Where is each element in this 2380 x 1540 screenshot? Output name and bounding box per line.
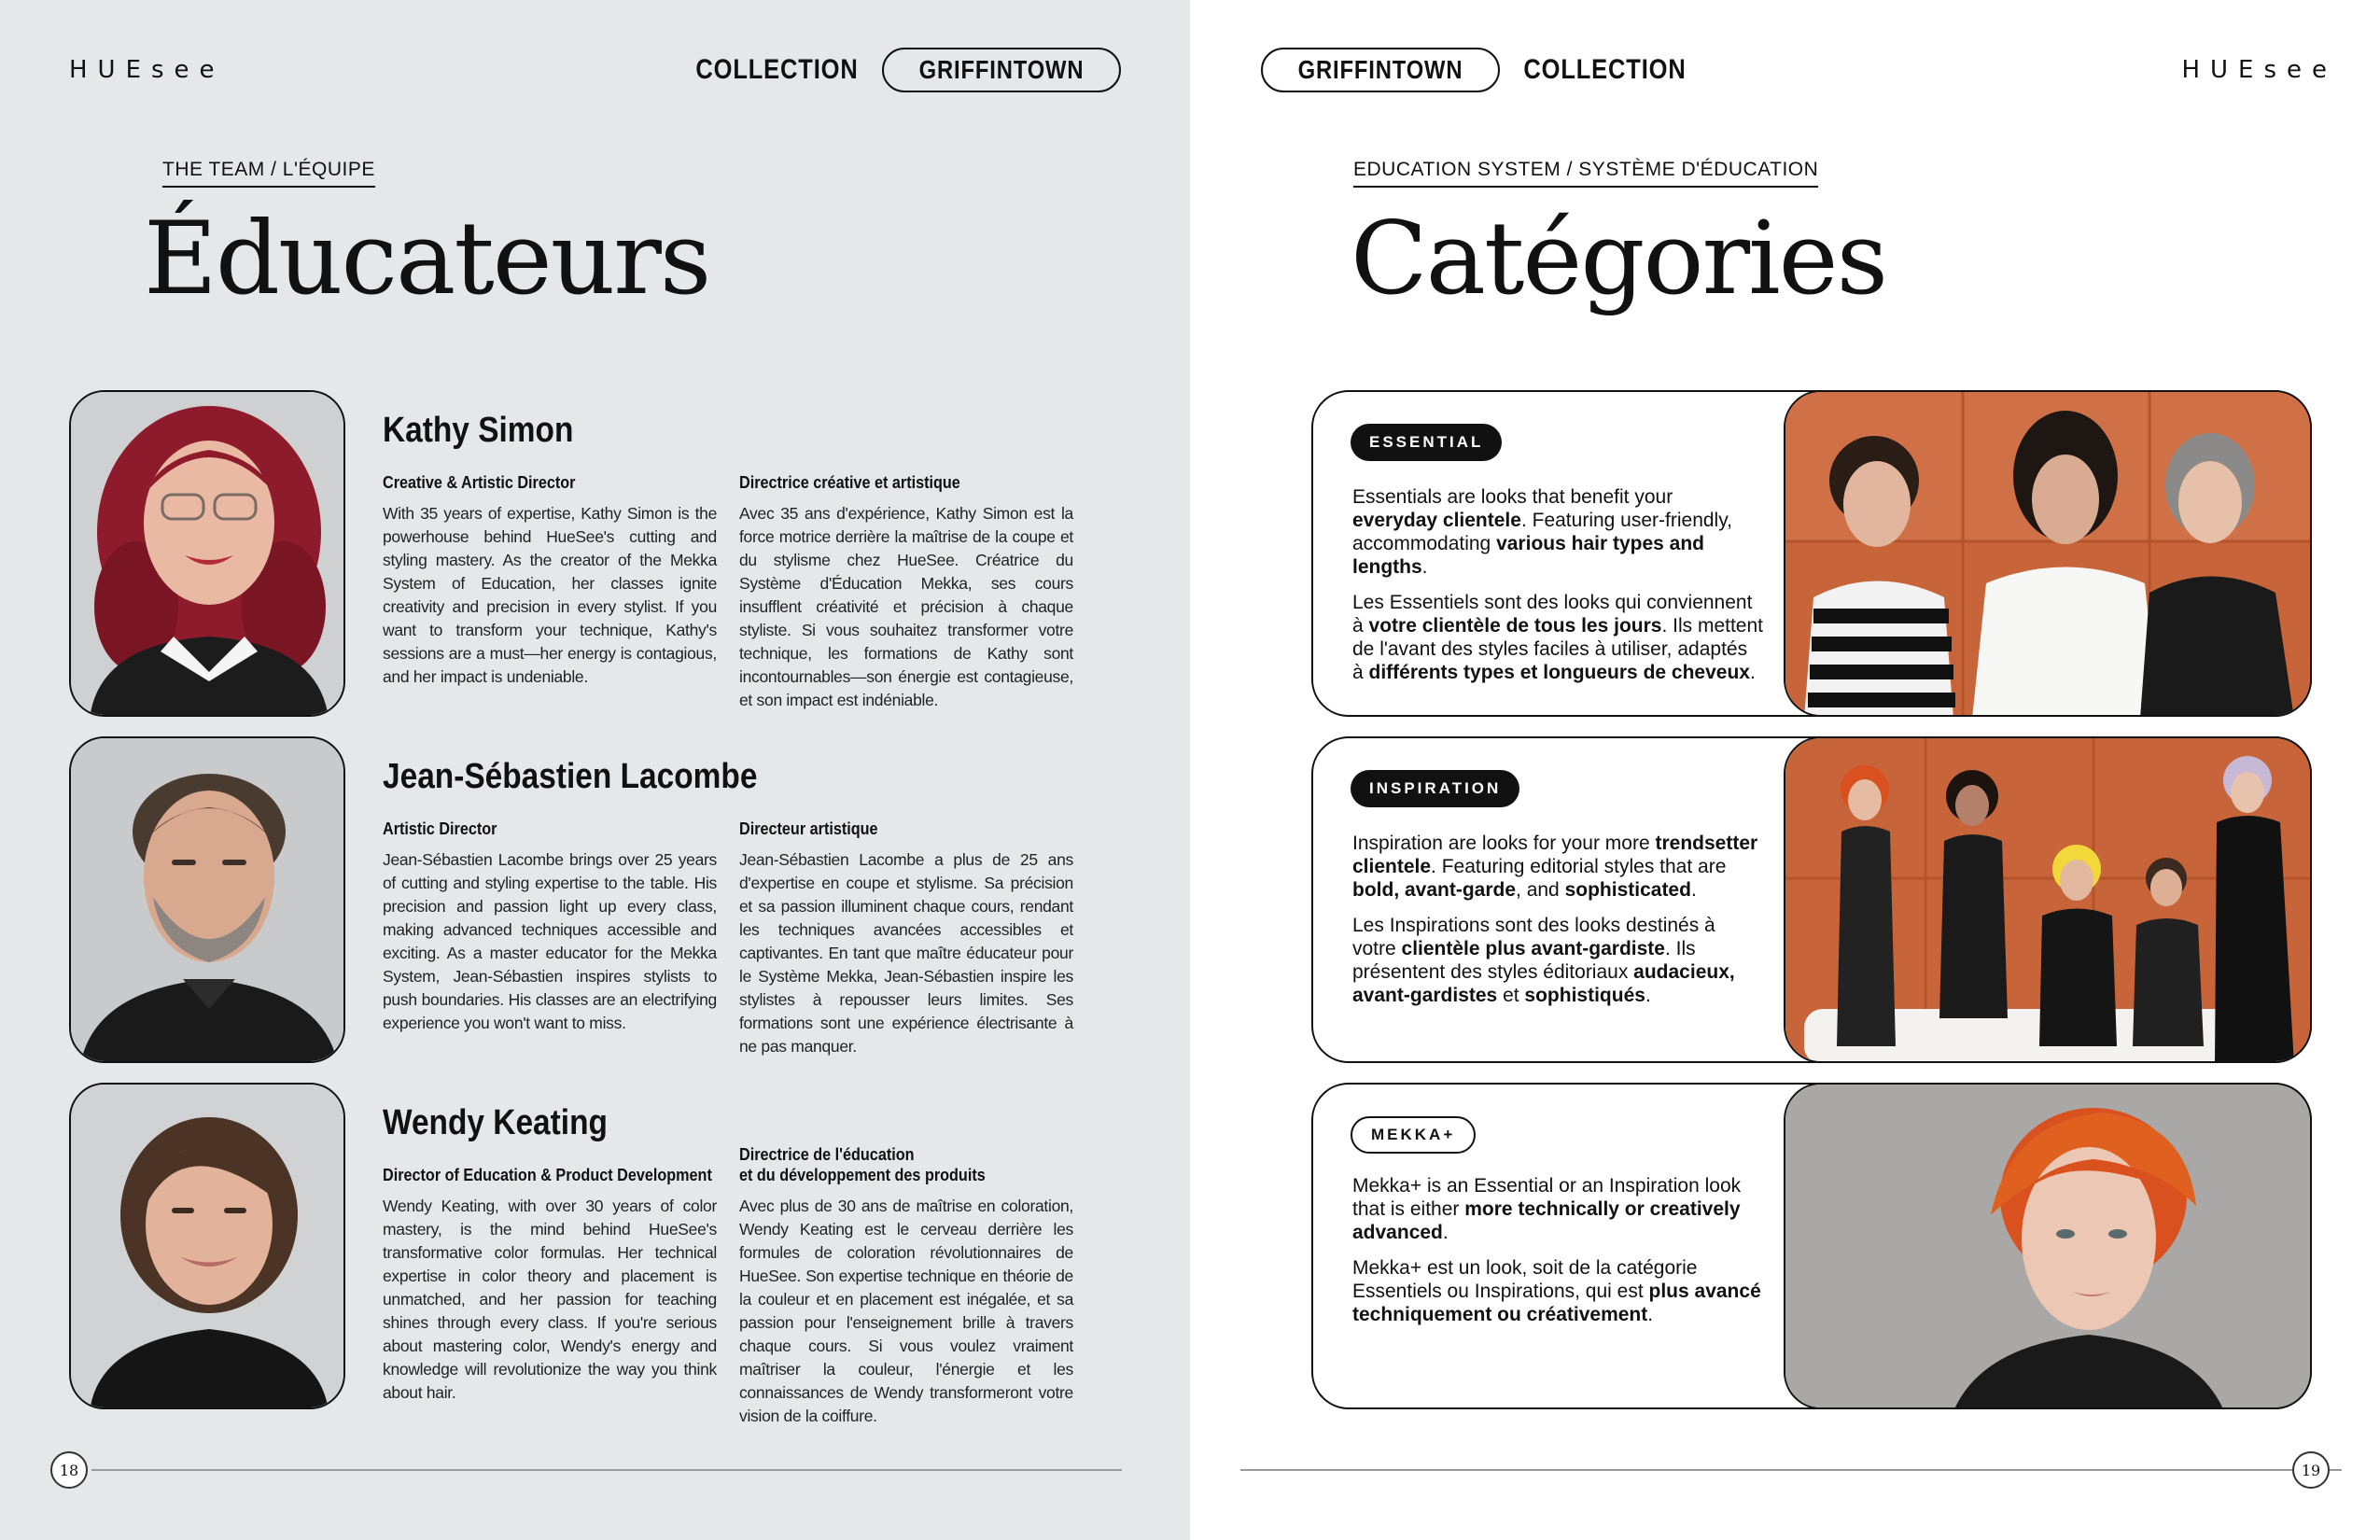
essential-models-image	[1785, 392, 2312, 717]
educator-bio-en: Wendy Keating, with over 30 years of color mastery, is the mind behind HueSee's transformative color formulas. Her technical expertise in color theory and placement is unmatched, and her passion for teaching shines through every class. If you're serious about mastering color, Wendy's energy and knowledge will revolutionize the way you think about hair.	[383, 1197, 717, 1402]
mekka-plus-model-image	[1785, 1085, 2312, 1409]
category-photo	[1784, 736, 2312, 1063]
educator-role-fr-line1: Directrice de l'éducation	[739, 1145, 915, 1164]
page-title: Éducateurs	[144, 201, 710, 317]
category-card-mekka-plus	[1311, 1083, 2312, 1409]
educator-role-en: Creative & Artistic Director	[383, 473, 576, 492]
collection-word: COLLECTION	[1523, 54, 1687, 85]
category-text-fr: Mekka+ est un look, soit de la catégorie Essentiels ou Inspirations, qui est plus avancé techniquement ou créativement.	[1352, 1257, 1761, 1325]
educator-col-en	[383, 472, 717, 689]
educator-role-en: Director of Education & Product Development	[383, 1166, 712, 1184]
educator-bio-fr: Avec plus de 30 ans de maîtrise en coloration, Wendy Keating est le cerveau derrière les formules de coloration révolutionnaires de HueSee. Son expertise technique en théorie de la couleur et en placement est inégalée, et sa passion pour l'enseignement brille à travers chaque cours. Si vous voulez vraiment maîtriser la couleur, l'énergie et les connaissances de Wendy transformeront votre vision de la coiffure.	[739, 1197, 1073, 1425]
educator-portrait	[69, 390, 345, 717]
category-card-essential	[1311, 390, 2312, 717]
category-badge: ESSENTIAL	[1351, 424, 1502, 461]
educator-name: Wendy Keating	[383, 1103, 608, 1142]
collection-word: COLLECTION	[695, 54, 859, 85]
section-label: EDUCATION SYSTEM / SYSTÈME D'ÉDUCATION	[1353, 159, 1818, 188]
collection-name-pill	[1261, 48, 1500, 92]
collection-header	[1261, 48, 1701, 92]
jean-sebastien-portrait-image	[71, 738, 345, 1063]
category-text-fr: Les Essentiels sont des looks qui conviennent à votre clientèle de tous les jours. Ils mettent de l'avant des styles faciles à utiliser, adaptés à différents types et longueurs de cheveux.	[1352, 592, 1763, 683]
section-label: THE TEAM / L'ÉQUIPE	[162, 159, 375, 188]
category-text-en: Inspiration are looks for your more trendsetter clientele. Featuring editorial styles that are bold, avant-garde, and sophisticated.	[1352, 833, 1758, 901]
educator-role-fr: Directeur artistique	[739, 819, 878, 838]
footer-rule	[1240, 1469, 2342, 1471]
category-badge: MEKKA+	[1351, 1116, 1476, 1154]
collection-name: GRIFFINTOWN	[918, 55, 1085, 84]
category-description	[1352, 832, 1763, 1007]
educator-col-fr	[739, 472, 1073, 712]
educator-role-fr-line2: et du développement des produits	[739, 1166, 986, 1184]
educator-role-en: Artistic Director	[383, 819, 497, 838]
page-title: Catégories	[1351, 201, 1886, 317]
category-text-fr: Les Inspirations sont des looks destinés à votre clientèle plus avant-gardiste. Ils présentent des styles éditoriaux audacieux, avant-gardistes et sophistiqués.	[1352, 915, 1735, 1006]
educator-bio-en: With 35 years of expertise, Kathy Simon is the powerhouse behind HueSee's cutting and styling mastery. As the creator of the Mekka System of Education, her classes ignite creativity and precision in every stylist. If you want to transform your technique, Kathy's sessions are a must—her energy is contagious, and her impact is undeniable.	[383, 504, 717, 686]
educator-role-fr: Directrice créative et artistique	[739, 473, 960, 492]
educator-bio-fr: Jean-Sébastien Lacombe a plus de 25 ans d'expertise en coupe et stylisme. Sa précision et sa passion illuminent chaque cours, rendant les techniques avancées accessibles et captivantes. En tant que maître éducateur pour le Système Mekka, Jean-Sébastien inspire les stylistes à repousser leurs limites. Ses formations sont une expérience électrisante à ne pas manquer.	[739, 850, 1073, 1056]
category-card-inspiration	[1311, 736, 2312, 1063]
brand-logo: HUEsee	[69, 56, 225, 84]
educator-col-fr	[739, 819, 1073, 1058]
collection-name: GRIFFINTOWN	[1297, 55, 1463, 84]
category-description	[1352, 1174, 1763, 1326]
educator-bio-en: Jean-Sébastien Lacombe brings over 25 years of cutting and styling expertise to the table. His precision and passion light up every class, making advanced techniques accessible and exciting. As a master educator for the Mekka System, Jean-Sébastien inspires stylists to push boundaries. His classes are an electrifying experience you won't want to miss.	[383, 850, 717, 1032]
footer-rule	[91, 1469, 1122, 1471]
page-number: 18	[50, 1451, 88, 1489]
brand-logo: HUEsee	[2181, 56, 2337, 84]
category-badge: INSPIRATION	[1351, 770, 1519, 807]
educator-col-en	[383, 1165, 717, 1405]
educator-card-wendy	[69, 1083, 1124, 1425]
kathy-portrait-image	[71, 392, 345, 717]
educator-name: Jean-Sébastien Lacombe	[383, 757, 758, 796]
inspiration-models-image	[1785, 738, 2312, 1063]
wendy-portrait-image	[71, 1085, 345, 1409]
page-number: 19	[2292, 1451, 2330, 1489]
collection-header	[681, 48, 1121, 92]
educator-portrait	[69, 736, 345, 1063]
educator-col-en	[383, 819, 717, 1035]
category-description	[1352, 485, 1763, 684]
category-photo	[1784, 390, 2312, 717]
educator-card-jean-sebastien	[69, 736, 1124, 1063]
educator-bio-fr: Avec 35 ans d'expérience, Kathy Simon est la force motrice derrière la maîtrise de la coupe et du stylisme chez HueSee. Créatrice du Système d'Éducation Mekka, ses cours insufflent créativité et précision à chaque styliste. Si vous souhaitez transformer votre technique, les formations de Kathy sont incontournables—son énergie est contagieuse, et son impact est indéniable.	[739, 504, 1073, 709]
category-photo	[1784, 1083, 2312, 1409]
category-text-en: Mekka+ is an Essential or an Inspiration look that is either more technically or creatively advanced.	[1352, 1175, 1742, 1243]
educator-col-fr	[739, 1144, 1073, 1428]
educator-name: Kathy Simon	[383, 411, 574, 450]
educator-portrait	[69, 1083, 345, 1409]
educator-card-kathy	[69, 390, 1124, 717]
right-page	[1190, 0, 2380, 1540]
category-text-en: Essentials are looks that benefit your everyday clientele. Featuring user-friendly, accommodating various hair types and lengths.	[1352, 486, 1732, 578]
collection-name-pill	[882, 48, 1121, 92]
